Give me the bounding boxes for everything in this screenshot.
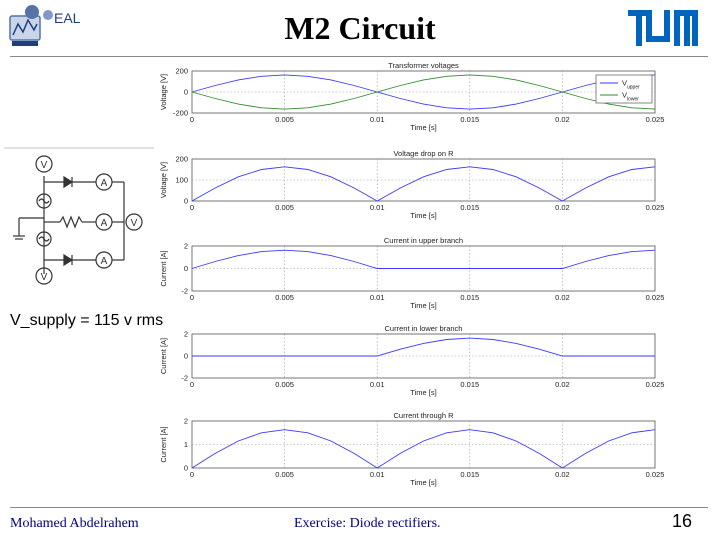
chart-2-x-label: Time [s]: [410, 211, 437, 220]
chart-1-x-tick-label: 0.025: [645, 115, 665, 124]
chart-5-y-label: Current [A]: [159, 426, 168, 463]
chart-3-title: Current in upper branch: [383, 236, 464, 245]
chart-2-x-tick-label: 0.025: [645, 203, 665, 212]
chart-4-x-tick-label: 0.005: [275, 380, 294, 389]
svg-text:A: A: [100, 256, 108, 267]
chart-5-y-tick-label: 1: [183, 440, 188, 449]
chart-2-x-tick-label: 0: [189, 203, 195, 212]
chart-4-x-tick-label: 0: [189, 380, 195, 389]
chart-2-x-tick-label: 0.01: [369, 203, 385, 212]
chart-1-x-tick-label: 0.01: [369, 115, 385, 124]
chart-5-title: Current through R: [393, 411, 454, 420]
waveform-plots: [150, 58, 670, 503]
chart-1-legend-label-sub: lower: [627, 96, 639, 103]
chart-2-y-tick-label: 0: [183, 196, 188, 206]
tum-logo: [628, 10, 698, 46]
chart-2-y-tick-label: 100: [175, 175, 188, 185]
eal-logo-text: EAL: [54, 10, 81, 26]
chart-4-y-tick-label: -2: [181, 373, 188, 383]
chart-3-x-tick-label: 0: [189, 293, 195, 302]
supply-voltage-note: V_supply = 115 v rms: [10, 312, 164, 329]
chart-1-x-tick-label: 0.005: [275, 115, 294, 124]
chart-2-y-tick-label: 200: [175, 154, 188, 164]
chart-4-title: Current in lower branch: [384, 324, 463, 333]
svg-text:V: V: [40, 160, 48, 171]
footer-author: Mohamed Abdelrahem: [10, 516, 139, 531]
chart-4-y-tick-label: 0: [183, 351, 188, 361]
chart-1-x-label: Time [s]: [410, 123, 437, 132]
chart-2-x-tick-label: 0.005: [275, 203, 294, 212]
chart-4-x-tick-label: 0.025: [645, 380, 665, 389]
chart-2-y-label: Voltage [V]: [159, 161, 168, 199]
slide-title: M2 Circuit: [284, 10, 436, 46]
chart-1-y-tick-label: -200: [172, 108, 188, 118]
chart-3-y-tick-label: -2: [181, 286, 188, 296]
chart-1-legend-label: V: [622, 78, 628, 88]
footer-divider: [10, 507, 708, 508]
chart-3-x-tick-label: 0.015: [460, 293, 480, 302]
chart-1-y-tick-label: 200: [175, 66, 188, 76]
chart-3-y-label: Current [A]: [159, 250, 168, 287]
chart-3-x-tick-label: 0.02: [555, 293, 570, 302]
chart-1-y-label: Voltage [V]: [159, 73, 168, 111]
chart-2-x-tick-label: 0.015: [460, 203, 480, 212]
page-number: 16: [672, 511, 693, 531]
chart-3-x-tick-label: 0.025: [645, 293, 665, 302]
chart-2-x-tick-label: 0.02: [555, 203, 570, 212]
chart-5-x-tick-label: 0.01: [369, 470, 385, 479]
chart-5-y-tick-label: 2: [183, 416, 188, 426]
chart-1-legend-label-sub: upper: [627, 84, 640, 91]
chart-3-y-tick-label: 0: [183, 264, 188, 273]
chart-3-x-tick-label: 0.005: [275, 293, 294, 302]
chart-5-x-tick-label: 0.02: [555, 470, 570, 479]
svg-text:A: A: [100, 178, 108, 189]
chart-2-title: Voltage drop on R: [393, 149, 454, 158]
footer-subject: Exercise: Diode rectifiers.: [294, 516, 441, 531]
chart-3-x-label: Time [s]: [410, 301, 437, 310]
chart-5-x-tick-label: 0: [189, 470, 195, 479]
chart-1-y-tick-label: 0: [183, 87, 188, 97]
svg-text:V: V: [130, 218, 138, 229]
chart-4-x-label: Time [s]: [410, 388, 437, 397]
chart-4-y-tick-label: 2: [183, 329, 188, 339]
chart-5-x-tick-label: 0.005: [275, 470, 294, 479]
header-divider: [10, 56, 708, 57]
chart-5-y-tick-label: 0: [183, 463, 188, 473]
chart-3-y-tick-label: 2: [183, 241, 188, 251]
chart-3-x-tick-label: 0.01: [369, 293, 385, 302]
chart-1-x-tick-label: 0.015: [460, 115, 480, 124]
chart-4-x-tick-label: 0.01: [369, 380, 385, 389]
svg-text:V: V: [40, 272, 48, 283]
chart-1-x-tick-label: 0: [189, 115, 195, 124]
chart-4-x-tick-label: 0.015: [460, 380, 480, 389]
chart-1-x-tick-label: 0.02: [555, 115, 570, 124]
svg-text:A: A: [100, 218, 108, 229]
circuit-schematic: [4, 146, 154, 292]
chart-5-x-tick-label: 0.025: [645, 470, 665, 479]
chart-4-y-label: Current [A]: [159, 337, 168, 375]
chart-4-x-tick-label: 0.02: [555, 380, 570, 389]
chart-5-x-tick-label: 0.015: [460, 470, 480, 479]
chart-5-x-label: Time [s]: [410, 478, 437, 487]
chart-1-legend-label: V: [622, 90, 628, 100]
chart-1-title: Transformer voltages: [388, 61, 459, 70]
